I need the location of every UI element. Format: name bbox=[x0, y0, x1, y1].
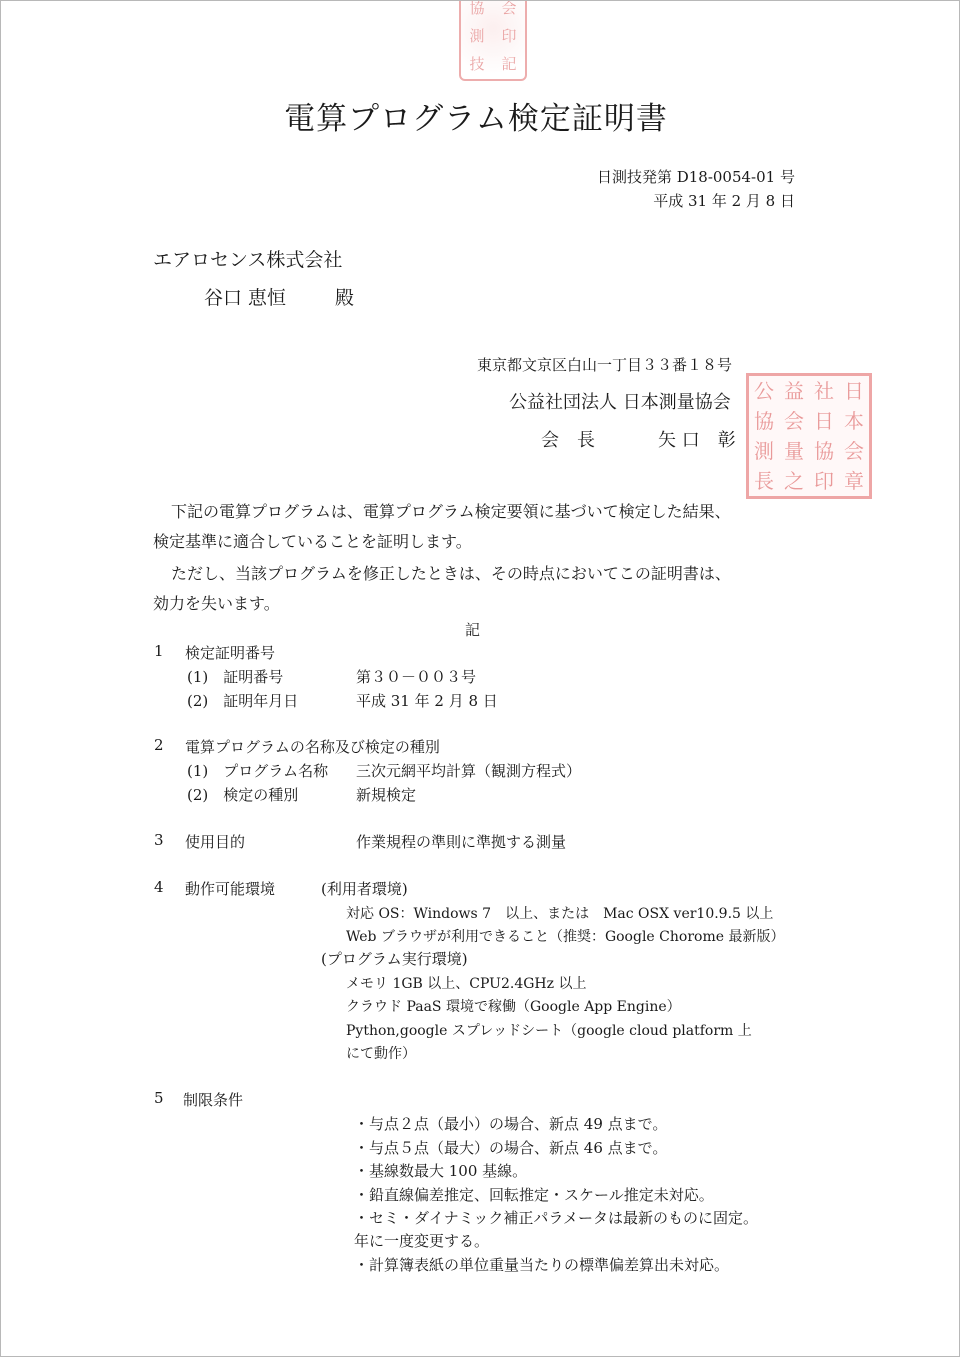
section-number: 5 bbox=[154, 1089, 164, 1107]
seal-char: 之 bbox=[784, 469, 804, 493]
certificate-date-value: 平成 31 年 2 月 8 日 bbox=[356, 692, 498, 710]
seal-char: 長 bbox=[754, 469, 774, 493]
inspection-type-value: 新規検定 bbox=[356, 786, 417, 804]
official-seal-stamp bbox=[746, 373, 872, 499]
seal-char: 協 bbox=[814, 439, 834, 463]
section-heading: 電算プログラムの名称及び検定の種別 bbox=[185, 738, 440, 756]
issuer-name: 矢 口 彰 bbox=[658, 430, 736, 451]
body-line: 効力を失います。 bbox=[153, 594, 280, 613]
seal-char: 量 bbox=[784, 439, 804, 463]
seal-char: 印 bbox=[814, 469, 834, 493]
restriction-item: ・与点５点（最大）の場合、新点 46 点まで。 bbox=[354, 1139, 668, 1157]
seal-char: 日 bbox=[844, 379, 864, 403]
recipient-name: 谷口 恵恒 bbox=[204, 287, 287, 309]
seal-char: 協 bbox=[754, 409, 774, 433]
seal-char: 日 bbox=[814, 409, 834, 433]
section-heading: 制限条件 bbox=[183, 1091, 244, 1109]
seal-char: 測 bbox=[469, 27, 485, 45]
item-label: (1) プログラム名称 bbox=[187, 762, 329, 780]
recipient-company: エアロセンス株式会社 bbox=[153, 249, 343, 271]
restriction-item: ・基線数最大 100 基線。 bbox=[354, 1162, 528, 1180]
seal-char: 会 bbox=[844, 439, 864, 463]
reference-number: 日測技発第 D18-0054-01 号 bbox=[596, 168, 795, 186]
env-line: Python,google スプレッドシート（google cloud platform 上 bbox=[346, 1023, 752, 1039]
user-env-label: (利用者環境) bbox=[321, 880, 408, 898]
issuer-address: 東京都文京区白山一丁目３３番１８号 bbox=[477, 356, 733, 374]
program-name-value: 三次元網平均計算（観測方程式） bbox=[356, 762, 582, 780]
section-number: 4 bbox=[154, 878, 164, 896]
item-label: (1) 証明番号 bbox=[187, 668, 284, 686]
env-line: クラウド PaaS 環境で稼働（Google App Engine） bbox=[346, 999, 681, 1015]
env-line: メモリ 1GB 以上、CPU2.4GHz 以上 bbox=[346, 976, 587, 992]
issuer-title: 会 長 bbox=[541, 430, 595, 451]
body-line: 下記の電算プログラムは、電算プログラム検定要領に基づいて検定した結果、 bbox=[171, 502, 731, 521]
restriction-item: 年に一度変更する。 bbox=[354, 1232, 490, 1250]
seal-char: 印 bbox=[501, 27, 517, 45]
env-line: にて動作） bbox=[346, 1046, 416, 1062]
section-heading: 動作可能環境 bbox=[185, 880, 276, 898]
seal-char: 協 bbox=[469, 0, 485, 17]
body-line: 検定基準に適合していることを証明します。 bbox=[153, 532, 472, 551]
purpose-value: 作業規程の準則に準拠する測量 bbox=[356, 833, 567, 851]
section-number: 1 bbox=[154, 642, 164, 660]
restriction-item: ・計算簿表紙の単位重量当たりの標準偏差算出未対応。 bbox=[354, 1256, 730, 1274]
item-label: (2) 検定の種別 bbox=[187, 786, 299, 804]
top-seal-stamp bbox=[459, 0, 527, 81]
seal-char: 技 bbox=[469, 55, 485, 73]
seal-char: 会 bbox=[784, 409, 804, 433]
section-number: 2 bbox=[154, 736, 164, 754]
seal-char: 記 bbox=[501, 55, 517, 73]
seal-char: 会 bbox=[501, 0, 517, 17]
certificate-number-value: 第３０－００３号 bbox=[356, 668, 477, 686]
item-label: (2) 証明年月日 bbox=[187, 692, 299, 710]
ki-heading: 記 bbox=[465, 621, 481, 639]
env-line: 対応 OS：Windows 7 以上、または Mac OSX ver10.9.5 以上 bbox=[346, 906, 774, 922]
restriction-item: ・鉛直線偏差推定、回転推定・スケール推定未対応。 bbox=[354, 1186, 714, 1204]
body-line: ただし、当該プログラムを修正したときは、その時点においてこの証明書は、 bbox=[171, 564, 731, 583]
seal-char: 本 bbox=[844, 409, 864, 433]
seal-char: 公 bbox=[754, 379, 774, 403]
section-number: 3 bbox=[154, 831, 164, 849]
seal-char: 章 bbox=[844, 469, 864, 493]
recipient-honorific: 殿 bbox=[335, 287, 355, 309]
issuer-organization: 公益社団法人 日本測量協会 bbox=[509, 392, 731, 413]
restriction-item: ・与点２点（最小）の場合、新点 49 点まで。 bbox=[354, 1115, 668, 1133]
seal-char: 測 bbox=[754, 439, 774, 463]
seal-char: 益 bbox=[784, 379, 804, 403]
reference-date: 平成 31 年 2 月 8 日 bbox=[653, 192, 795, 210]
exec-env-label: (プログラム実行環境) bbox=[321, 950, 468, 968]
seal-char: 社 bbox=[814, 379, 834, 403]
section-heading: 使用目的 bbox=[185, 833, 246, 851]
section-heading: 検定証明番号 bbox=[185, 644, 276, 662]
env-line: Web ブラウザが利用できること（推奨：Google Chorome 最新版） bbox=[346, 929, 785, 945]
restriction-item: ・セミ・ダイナミック補正パラメータは最新のものに固定。 bbox=[354, 1209, 758, 1227]
document-title: 電算プログラム検定証明書 bbox=[284, 101, 668, 137]
